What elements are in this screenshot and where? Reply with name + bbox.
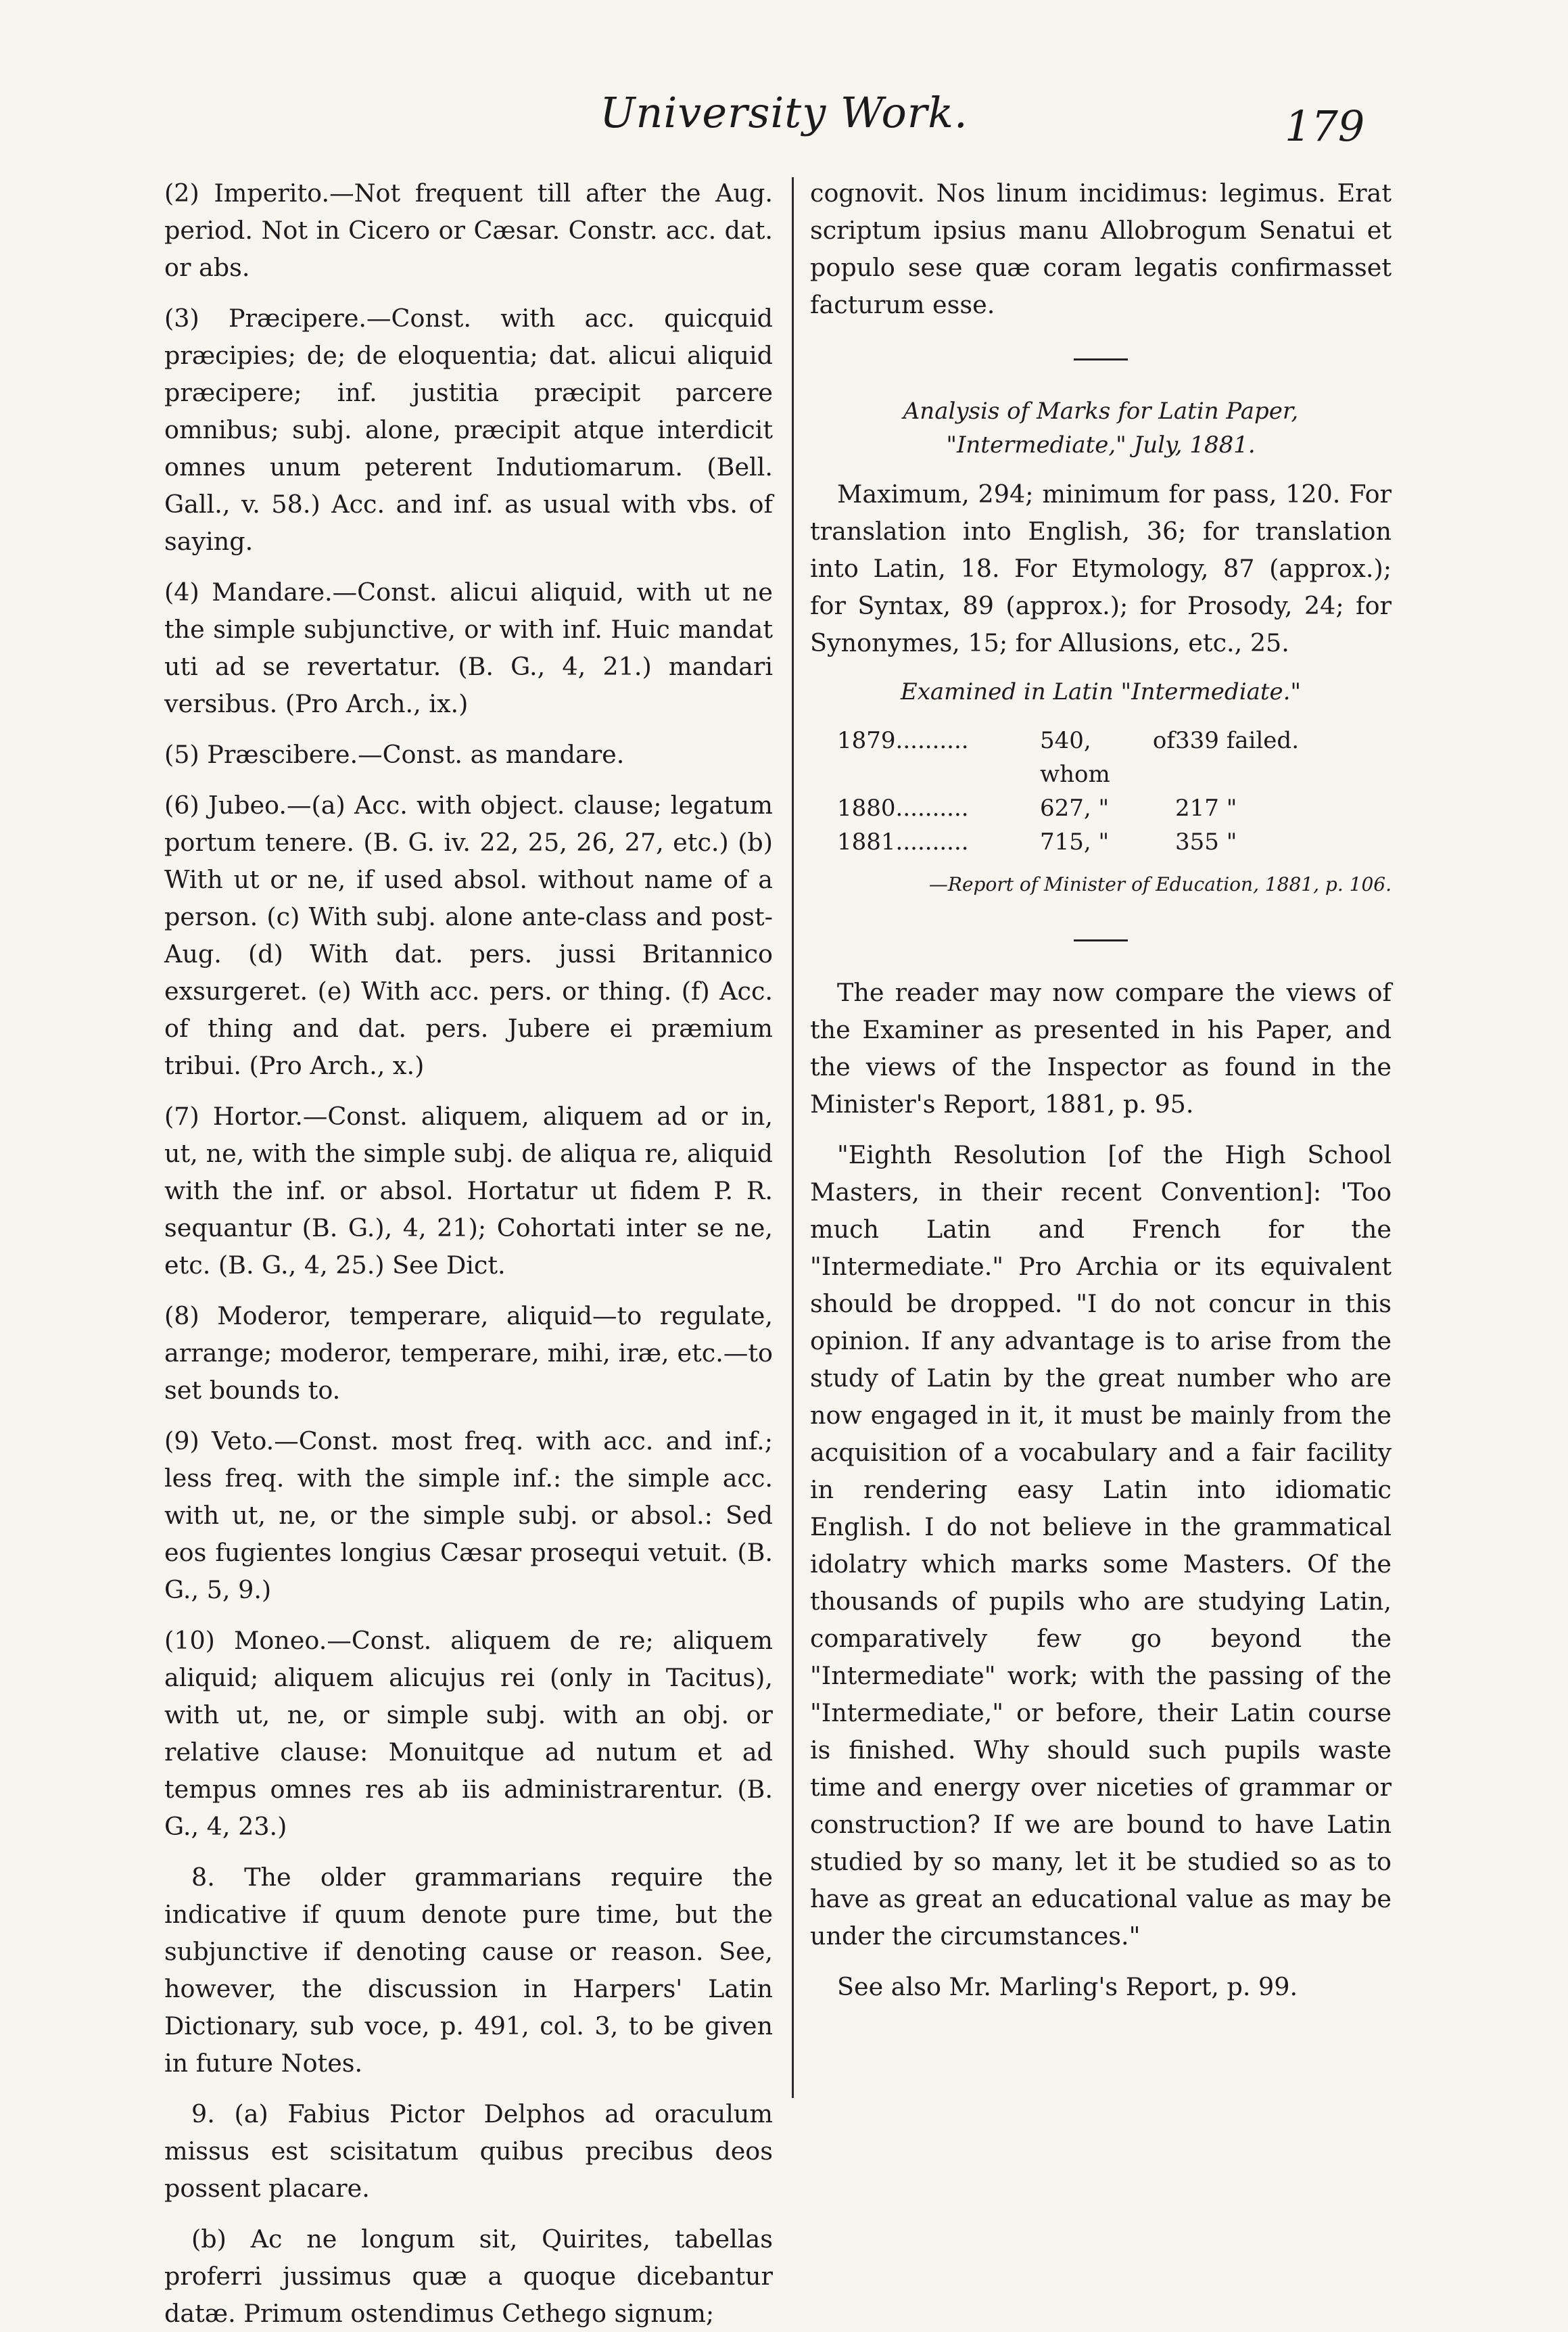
running-header-title: University Work. — [600, 88, 968, 137]
column-divider — [792, 177, 794, 2098]
quoted-paragraph: "Eighth Resolution [of the High School Masters, in their recent Convention]: 'Too much Latin and French for the "Intermediate." Pro Archia or its equivalent should be dropped. "I do not concur in this opinion. If any advantage is to arise from the study of Latin by the great number who are now engaged in it, it must be mainly from the acquisition of a vocabulary and a fair facility in rendering easy Latin into idiomatic English. I do not believe in the grammatical idolatry which marks some Masters. Of the thousands of pupils who are studying Latin, comparatively few go beyond the "Intermediate" work; with the passing of the "Intermediate," or before, their Latin course is finished. Why should such pupils waste time and energy over niceties of grammar or construction? If we are bound to have Latin studied by so many, let it be studied so as to have as great an educational value as may be under the circumstances." — [810, 1140, 1392, 1951]
note-item: (5) Præscibere.—Const. as mandare. — [164, 740, 625, 769]
stats-row — [837, 825, 1392, 859]
stats-year: 1881.......... — [837, 829, 969, 856]
stats-failed: 339 failed. — [1175, 727, 1299, 754]
body-paragraph: See also Mr. Marling's Report, p. 99. — [837, 1972, 1298, 2001]
note-item: (2) Imperito.—Not frequent till after the Aug. period. Not in Cicero or Cæsar. Constr. acc. dat. or abs. — [164, 179, 773, 282]
stats-total: 627, " — [1040, 795, 1110, 822]
note-item: (10) Moneo.—Const. aliquem de re; aliquem aliquid; aliquem alicujus rei (only in Tacitus), with ut, ne, or simple subj. with an obj. or relative clause: Monuitque ad nutum et ad tempus omnes res ab iis administrarentur. (B. G., 4, 23.) — [164, 1626, 773, 1841]
right-column — [810, 174, 1392, 2005]
analysis-paragraph: Maximum, 294; minimum for pass, 120. For translation into English, 36; for translation into Latin, 18. For Etymology, 87 (approx.); for Syntax, 89 (approx.); for Prosody, 24; for Synonymes, 15; for Allusions, etc., 25. — [810, 480, 1392, 657]
left-column — [164, 174, 773, 2332]
body-paragraph: 9. (a) Fabius Pictor Delphos ad oraculum missus est scisitatum quibus precibus deos possent placare. — [164, 2099, 773, 2203]
note-item: (9) Veto.—Const. most freq. with acc. and inf.; less freq. with the simple inf.: the simple acc. with ut, ne, or the simple subj. or absol.: Sed eos fugientes longius Cæsar prosequi vetuit. (B. G., 5, 9.) — [164, 1426, 773, 1604]
stats-total: 540, of whom — [1040, 727, 1175, 788]
stats-failed: 355 " — [1175, 829, 1237, 856]
page-number: 179 — [1285, 101, 1365, 151]
note-item: (3) Præcipere.—Const. with acc. quicquid præcipies; de; de eloquentia; dat. alicui aliquid præcipere; inf. justitia præcipit parcere omnibus; subj. alone, præcipit atque interdicit omnes unum peterent Indutiomarum. (Bell. Gall., v. 58.) Acc. and inf. as usual with vbs. of saying. — [164, 304, 773, 556]
note-item: (4) Mandare.—Const. alicui aliquid, with ut ne the simple subjunctive, or with inf. Huic mandat uti ad se revertatur. (B. G., 4, 21.) mandari versibus. (Pro Arch., ix.) — [164, 578, 773, 718]
section-rule — [1074, 358, 1128, 360]
stats-row — [837, 791, 1392, 825]
note-item: (7) Hortor.—Const. aliquem, aliquem ad or in, ut, ne, with the simple subj. de aliqua re, aliquid with the inf. or absol. Hortatur ut fidem P. R. sequantur (B. G.), 4, 21); Cohortati inter se ne, etc. (B. G., 4, 25.) See Dict. — [164, 1102, 773, 1280]
body-paragraph: 8. The older grammarians require the indicative if quum denote pure time, but the subjunctive if denoting cause or reason. See, however, the discussion in Harpers' Latin Dictionary, sub voce, p. 491, col. 3, to be given in future Notes. — [164, 1863, 773, 2078]
continuation-paragraph: cognovit. Nos linum incidimus: legimus. Erat scriptum ipsius manu Allobrogum Senatui et populo sese quæ coram legatis confirmasset facturum esse. — [810, 179, 1392, 319]
stats-year: 1879.......... — [837, 727, 969, 754]
body-paragraph: The reader may now compare the views of the Examiner as presented in his Paper, and the views of the Inspector as found in the Minister's Report, 1881, p. 95. — [810, 978, 1392, 1119]
examined-heading: Examined in Latin "Intermediate." — [900, 678, 1302, 705]
note-item: (6) Jubeo.—(a) Acc. with object. clause; legatum portum tenere. (B. G. iv. 22, 25, 26, 27, etc.) (b) With ut or ne, if used absol. without name of a person. (c) With subj. alone ante-class and post-Aug. (d) With dat. pers. jussi Britannico exsurgeret. (e) With acc. pers. or thing. (f) Acc. of thing and dat. pers. Jubere ei præmium tribui. (Pro Arch., x.) — [164, 791, 773, 1080]
analysis-heading: Analysis of Marks for Latin Paper, "Intermediate," July, 1881. — [903, 398, 1299, 459]
stats-total: 715, " — [1040, 829, 1110, 856]
report-citation: —Report of Minister of Education, 1881, p. 106. — [928, 873, 1392, 895]
stats-failed: 217 " — [1175, 795, 1237, 822]
body-paragraph: (b) Ac ne longum sit, Quirites, tabellas proferri jussimus quæ a quoque dicebantur datæ. Primum ostendimus Cethego signum; — [164, 2224, 773, 2328]
stats-year: 1880.......... — [837, 795, 969, 822]
section-rule — [1074, 939, 1128, 941]
exam-stats-table — [837, 724, 1392, 859]
note-item: (8) Moderor, temperare, aliquid—to regulate, arrange; moderor, temperare, mihi, iræ, etc.—to set bounds to. — [164, 1301, 773, 1405]
stats-row — [837, 724, 1392, 791]
